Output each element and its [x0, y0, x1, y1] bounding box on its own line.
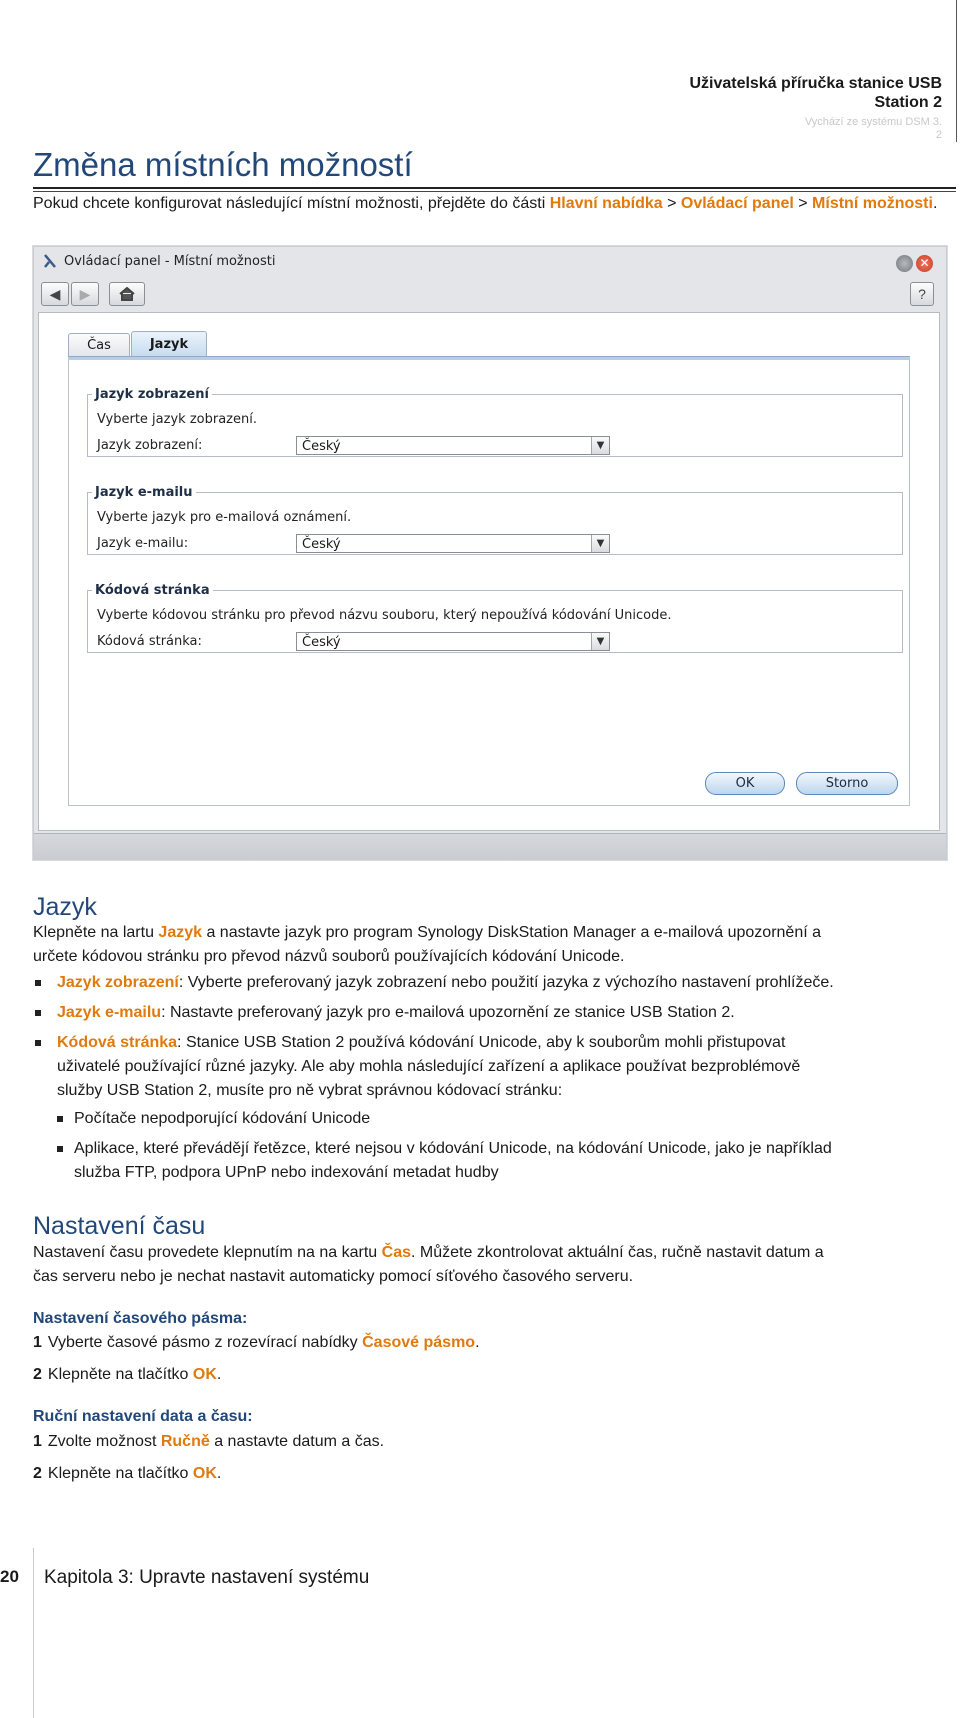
- manual-step-1: 1 Zvolte možnost Ručně a nastavte datum a čas.: [33, 1433, 385, 1450]
- chevron-down-icon[interactable]: ▼: [591, 633, 609, 650]
- header-divider: [956, 0, 957, 142]
- fieldset-code-page: Kódová stránka: [87, 583, 903, 653]
- help-button[interactable]: [910, 282, 934, 306]
- dsm-version-note: Vychází ze systému DSM 3. 2: [804, 116, 942, 141]
- window-title: Ovládací panel - Místní možnosti: [42, 253, 275, 269]
- intro-paragraph: Pokud chcete konfigurovat následující místní možnosti, přejděte do části Hlavní nabídka > Ovládací panel > Místní možnosti.: [33, 195, 938, 212]
- page-number: 20: [0, 1567, 19, 1586]
- cancel-button[interactable]: Storno: [796, 772, 898, 795]
- page-title: Změna místních možností: [33, 146, 413, 183]
- arrow-right-icon: ▶: [79, 285, 91, 302]
- timezone-step-2: 2 Klepněte na tlačítko OK.: [33, 1366, 222, 1383]
- title-rule: [33, 187, 956, 189]
- forward-button[interactable]: [71, 282, 99, 306]
- chevron-down-icon[interactable]: ▼: [591, 437, 609, 454]
- manual-datetime-heading: Ruční nastavení data a času:: [33, 1408, 253, 1425]
- list-item: Jazyk e-mailu: Nastavte preferovaný jazyk pro e-mailová upozornění ze stanice USB Station 2.: [57, 1001, 952, 1025]
- code-page-select[interactable]: Český ▼: [296, 632, 610, 651]
- help-icon: ?: [918, 286, 926, 302]
- app-icon: [42, 253, 58, 269]
- status-bar: [34, 833, 946, 860]
- display-language-label: Jazyk zobrazení:: [97, 438, 203, 453]
- home-button[interactable]: [109, 282, 145, 306]
- link-regional-options: Místní možnosti: [812, 195, 933, 212]
- link-control-panel: Ovládací panel: [680, 195, 794, 212]
- footer-divider: [33, 1548, 34, 1718]
- email-language-select[interactable]: Český ▼: [296, 534, 610, 553]
- guide-title: Uživatelská příručka stanice USB Station 2: [689, 75, 942, 111]
- tab-time[interactable]: Čas: [68, 333, 130, 357]
- list-item: Jazyk zobrazení: Vyberte preferovaný jazyk zobrazení nebo použití jazyka z výchozího nastavení prohlížeče.: [57, 971, 952, 995]
- control-panel-screenshot: [33, 246, 947, 860]
- timezone-step-1: 1 Vyberte časové pásmo z rozevírací nabídky Časové pásmo.: [33, 1334, 480, 1351]
- back-button[interactable]: [41, 282, 69, 306]
- section-heading-language: Jazyk: [33, 893, 97, 921]
- link-main-menu: Hlavní nabídka: [549, 195, 663, 212]
- language-paragraph: Klepněte na lartu Jazyk a nastavte jazyk pro program Synology DiskStation Manager a e-mailová upozornění a určete kódovou stránku pro převod názvů souborů používajících kódování Unicode.: [33, 924, 822, 965]
- sub-list-item: Počítače nepodporující kódování Unicode: [74, 1107, 952, 1131]
- running-header: [602, 74, 942, 142]
- code-page-description: Vyberte kódovou stránku pro převod názvu souboru, který nepoužívá kódování Unicode.: [97, 608, 672, 623]
- timezone-heading: Nastavení časového pásma:: [33, 1310, 248, 1327]
- email-language-label: Jazyk e-mailu:: [97, 536, 189, 551]
- chapter-title: Kapitola 3: Upravte nastavení systému: [44, 1567, 370, 1588]
- code-page-label: Kódová stránka:: [97, 634, 202, 649]
- fieldset-email-language: Jazyk e-mailu: [87, 485, 903, 555]
- minimize-icon[interactable]: [896, 255, 913, 272]
- close-icon[interactable]: ✕: [916, 255, 933, 272]
- arrow-left-icon: ◀: [49, 285, 61, 302]
- time-paragraph: Nastavení času provedete klepnutím na na kartu Čas. Můžete zkontrolovat aktuální čas, ručně nastavit datum a čas serveru nebo je nechat nastavit automaticky pomocí síťového časového serveru.: [33, 1244, 824, 1285]
- email-language-description: Vyberte jazyk pro e-mailová oznámení.: [97, 510, 352, 525]
- display-language-select[interactable]: Český ▼: [296, 436, 610, 455]
- tab-language[interactable]: Jazyk: [131, 331, 207, 357]
- fieldset-display-language: Jazyk zobrazení: [87, 387, 903, 457]
- home-icon: [119, 287, 135, 301]
- display-language-description: Vyberte jazyk zobrazení.: [97, 412, 257, 427]
- list-item: Kódová stránka: Stanice USB Station 2 používá kódování Unicode, aby k souborům mohli přistupovat uživatelé používající různé jazyky. Ale aby mohla následující zařízení a aplikace používat bezproblémově služby USB Station 2, musíte pro ně vybrat správnou kódovací stránku:: [57, 1031, 952, 1103]
- sub-list-item: Aplikace, které převádějí řetězce, které nejsou v kódování Unicode, na kódování Unicode, jako je například služba FTP, podpora UPnP nebo indexování metadat hudby: [74, 1137, 954, 1185]
- ok-button[interactable]: OK: [705, 772, 785, 795]
- manual-step-2: 2 Klepněte na tlačítko OK.: [33, 1465, 222, 1482]
- section-heading-time: Nastavení času: [33, 1212, 206, 1240]
- chevron-down-icon[interactable]: ▼: [591, 535, 609, 552]
